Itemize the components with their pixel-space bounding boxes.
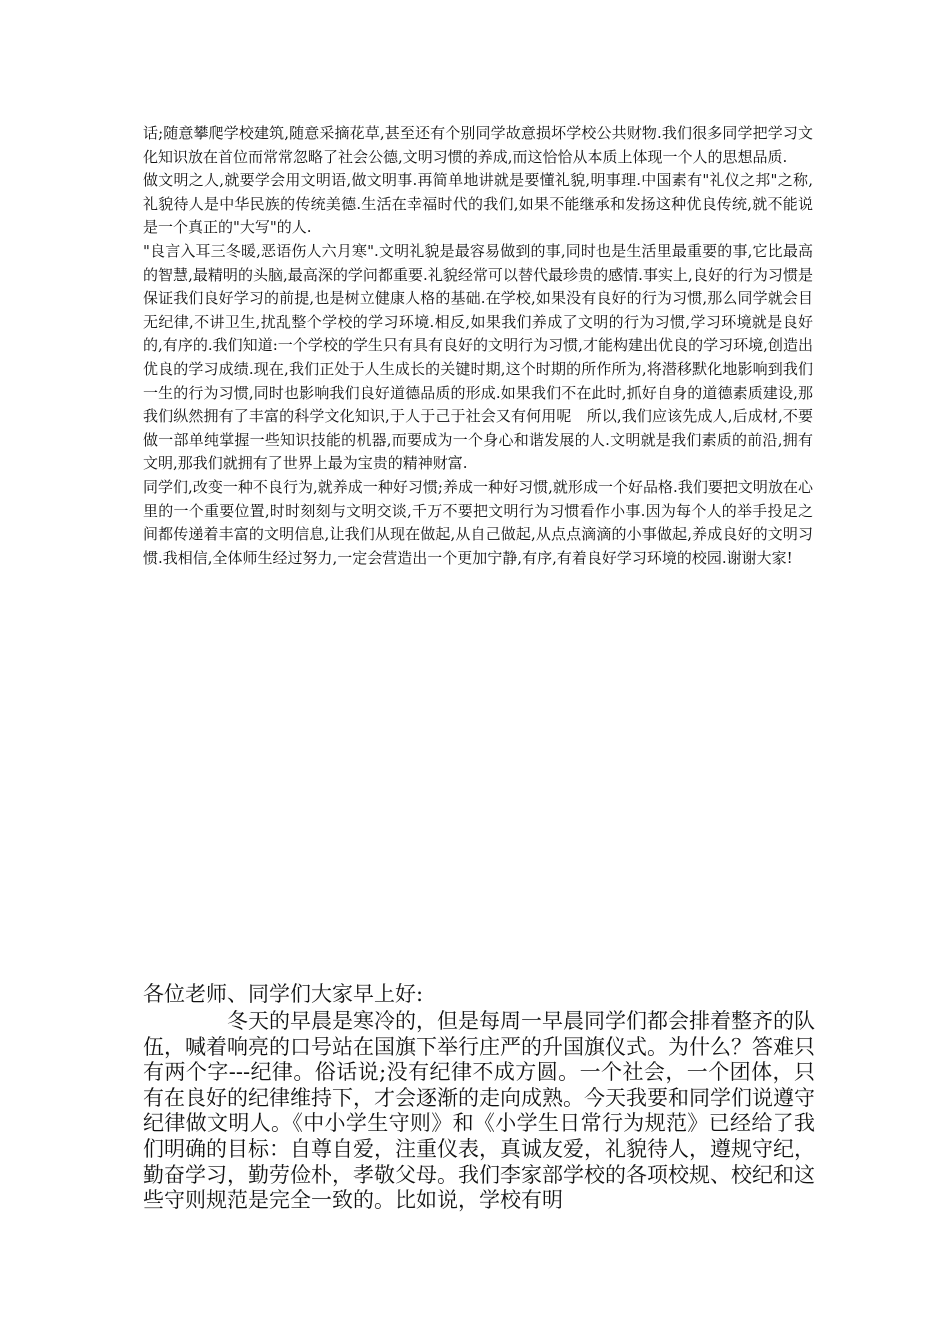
new-speech <box>143 979 815 1214</box>
paragraph-good-words: "良言入耳三冬暖,恶语伤人六月寒".文明礼貌是最容易做到的事,同时也是生活里最重要的事,它比最高的智慧,最精明的头脑,最高深的学问都重要.礼貌经常可以替代最珍贵的感情.事实上,良好的行为习惯是保证我们良好学习的前提,也是树立健康人格的基础.在学校,如果没有良好的行为习惯,那么同学就会目无纪律,不讲卫生,扰乱整个学校的学习环境.相反,如果我们养成了文明的行为习惯,学习环境就是良好的,有序的.我们知道:一个学校的学生只有具有良好的文明行为习惯,才能构建出优良的学习环境,创造出优良的学习成绩.现在,我们正处于人生成长的关键时期,这个时期的所作所为,将潜移默化地影响到我们一生的行为习惯,同时也影响我们良好道德品质的形成.如果我们不在此时,抓好自身的道德素质建设,那我们纵然拥有了丰富的科学文化知识,于人于己于社会又有何用呢 所以,我们应该先成人,后成材,不要做一部单纯掌握一些知识技能的机器,而要成为一个身心和谐发展的人.文明就是我们素质的前沿,拥有文明,那我们就拥有了世界上最为宝贵的精神财富. <box>143 241 813 473</box>
paragraph-closing: 同学们,改变一种不良行为,就养成一种好习惯;养成一种好习惯,就形成一个好品格.我们要把文明放在心里的一个重要位置,时时刻刻与文明交谈,千万不要把文明行为习惯看作小事.因为每个人的举手投足之间都传递着丰富的文明信息,让我们从现在做起,从自己做起,从点点滴滴的小事做起,养成良好的文明习惯.我相信,全体师生经过努力,一定会营造出一个更加宁静,有序,有着良好学习环境的校园.谢谢大家! <box>143 477 813 567</box>
paragraph-civility-neglect: 话;随意攀爬学校建筑,随意采摘花草,甚至还有个别同学故意损坏学校公共财物.我们很多同学把学习文化知识放在首位而常常忽略了社会公德,文明习惯的养成,而这恰恰从本质上体现一个人的思想品质. <box>143 124 813 166</box>
paragraph-civil-person: 做文明之人,就要学会用文明语,做文明事.再简单地讲就是要懂礼貌,明事理.中国素有"礼仪之邦"之称,礼貌待人是中华民族的传统美德.生活在幸福时代的我们,如果不能继承和发扬这种优良传统,就不能说是一个真正的"大写"的人. <box>143 171 813 237</box>
speech-greeting: 各位老师、同学们大家早上好: <box>143 982 424 1006</box>
speech-continuation <box>143 122 813 570</box>
speech-body: 冬天的早晨是寒冷的，但是每周一早晨同学们都会排着整齐的队伍，喊着响亮的口号站在国旗下举行庄严的升国旗仪式。为什么？答难只有两个字---纪律。俗话说;没有纪律不成方圆。一个社会，一个团体，只有在良好的纪律维持下，才会逐渐的走向成熟。今天我要和同学们说遵守纪律做文明人。《中小学生守则》和《小学生日常行为规范》已经给了我们明确的目标：自尊自爱，注重仪表，真诚友爱，礼貌待人，遵规守纪，勤奋学习，勤劳俭朴，孝敬父母。我们李家部学校的各项校规、校纪和这些守则规范是完全一致的。比如说，学校有明 <box>143 1009 815 1213</box>
